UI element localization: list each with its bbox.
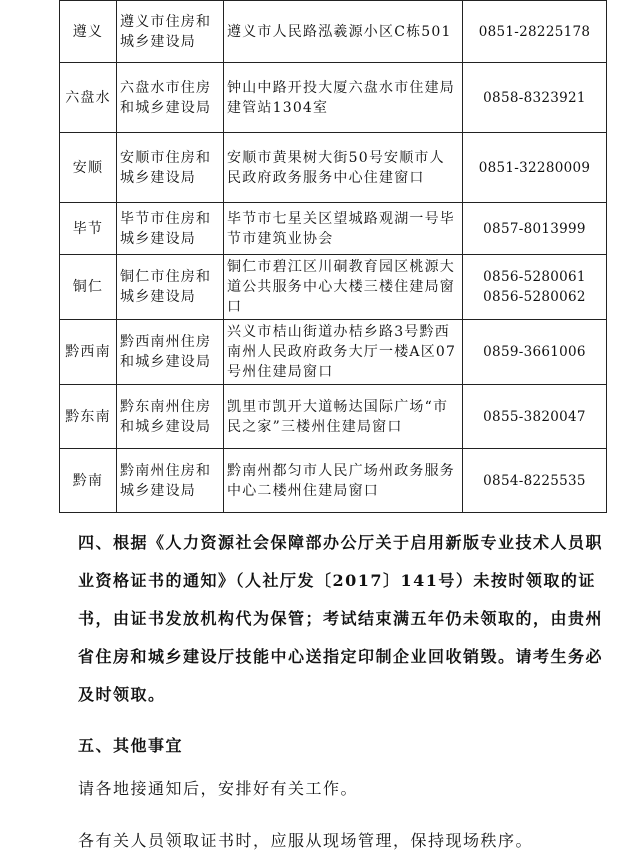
phone-number: 0857-8013999: [483, 220, 586, 237]
region-cell: 黔南: [60, 449, 117, 513]
phone-number: 0856-5280061: [483, 269, 586, 285]
phone-number: 0851-32280009: [478, 159, 591, 176]
unit-cell: 黔东南州住房和城乡建设局: [117, 385, 224, 449]
phone-number: 0858-8323921: [483, 89, 586, 106]
section-5-heading: 五、其他事宜: [78, 736, 184, 755]
address-cell: 安顺市黄果树大街50号安顺市人民政府政务服务中心住建窗口: [224, 133, 463, 203]
region-cell: 遵义: [60, 1, 117, 63]
unit-cell: 安顺市住房和城乡建设局: [117, 133, 224, 203]
table-row: [60, 385, 607, 449]
region-cell: 铜仁: [60, 255, 117, 320]
address-cell: 钟山中路开投大厦六盘水市住建局建管站1304室: [224, 63, 463, 133]
address-cell: 毕节市七星关区望城路观湖一号毕节市建筑业协会: [224, 203, 463, 255]
phone-cell: [463, 385, 607, 449]
table-row: [60, 1, 607, 63]
unit-cell: 铜仁市住房和城乡建设局: [117, 255, 224, 320]
phone-cell: [463, 203, 607, 255]
address-cell: 黔南州都匀市人民广场州政务服务中心二楼州住建局窗口: [224, 449, 463, 513]
address-cell: 兴义市桔山街道办桔乡路3号黔西南州人民政府政务大厅一楼A区07号州住建局窗口: [224, 320, 463, 385]
unit-cell: 遵义市住房和城乡建设局: [117, 1, 224, 63]
region-cell: 六盘水: [60, 63, 117, 133]
phone-number: 0855-3820047: [483, 408, 586, 425]
address-cell: 凯里市凯开大道畅达国际广场“市民之家”三楼州住建局窗口: [224, 385, 463, 449]
phone-number: 0854-8225535: [483, 472, 586, 489]
notify-paragraph: 请各地接通知后，安排好有关工作。: [78, 779, 359, 798]
contact-table-body: [60, 1, 607, 513]
address-cell: 遵义市人民路泓羲源小区C栋501: [224, 1, 463, 63]
table-row: [60, 203, 607, 255]
phone-cell: [463, 449, 607, 513]
address-cell: 铜仁市碧江区川硐教育园区桃源大道公共服务中心大楼三楼住建局窗口: [224, 255, 463, 320]
unit-cell: 黔南州住房和城乡建设局: [117, 449, 224, 513]
phone-number: 0851-28225178: [478, 23, 591, 40]
region-cell: 安顺: [60, 133, 117, 203]
phone-cell: [463, 320, 607, 385]
section-4-paragraph: 四、根据《人力资源社会保障部办公厅关于启用新版专业技术人员职业资格证书的通知》（人社厅发〔2017〕141号）未按时领取的证书，由证书发放机构代为保管；考试结束满五年仍未领取的，由贵州省住房和城乡建设厅技能中心送指定印制企业回收销毁。请考生务必及时领取。: [78, 533, 604, 704]
phone-cell: [463, 255, 607, 320]
phone-cell: [463, 1, 607, 63]
unit-cell: 黔西南州住房和城乡建设局: [117, 320, 224, 385]
contact-table: [59, 0, 607, 513]
region-cell: 黔西南: [60, 320, 117, 385]
table-row: [60, 449, 607, 513]
table-row: [60, 63, 607, 133]
region-cell: 黔东南: [60, 385, 117, 449]
table-row: [60, 133, 607, 203]
unit-cell: 毕节市住房和城乡建设局: [117, 203, 224, 255]
table-row: [60, 320, 607, 385]
unit-cell: 六盘水市住房和城乡建设局: [117, 63, 224, 133]
phone-cell: [463, 63, 607, 133]
phone-number: 0856-5280062: [483, 289, 586, 305]
region-cell: 毕节: [60, 203, 117, 255]
onsite-paragraph: 各有关人员领取证书时，应服从现场管理，保持现场秩序。: [78, 831, 534, 850]
table-row: [60, 255, 607, 320]
phone-cell: [463, 133, 607, 203]
phone-number: 0859-3661006: [483, 344, 586, 360]
